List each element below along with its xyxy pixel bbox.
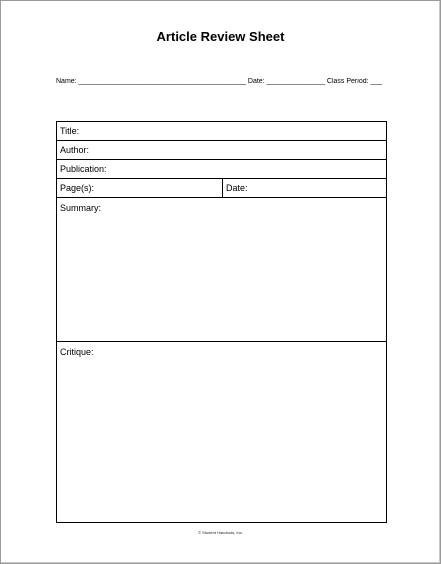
- critique-area: [57, 342, 386, 522]
- date-field-label: Date:: [226, 183, 248, 193]
- pages-field-label: Page(s):: [60, 183, 95, 193]
- publication-row: [57, 160, 386, 179]
- document-title: Article Review Sheet: [156, 29, 285, 44]
- pages-date-row: [57, 179, 386, 198]
- author-field-label: Author:: [60, 145, 90, 155]
- publication-field-label: Publication:: [60, 164, 107, 174]
- copyright-footer: © Student Handouts, Inc.: [198, 530, 243, 535]
- name-date-class-period-line: Name: ___________________________________________ Date: _______________ Class Period: ___: [56, 78, 383, 85]
- review-form-box: [56, 121, 387, 523]
- summary-area: [57, 198, 386, 342]
- title-row: [57, 122, 386, 141]
- date-cell: [222, 179, 248, 197]
- author-row: [57, 141, 386, 160]
- summary-field-label: Summary:: [60, 203, 102, 213]
- critique-field-label: Critique:: [60, 347, 94, 357]
- title-field-label: Title:: [60, 126, 80, 136]
